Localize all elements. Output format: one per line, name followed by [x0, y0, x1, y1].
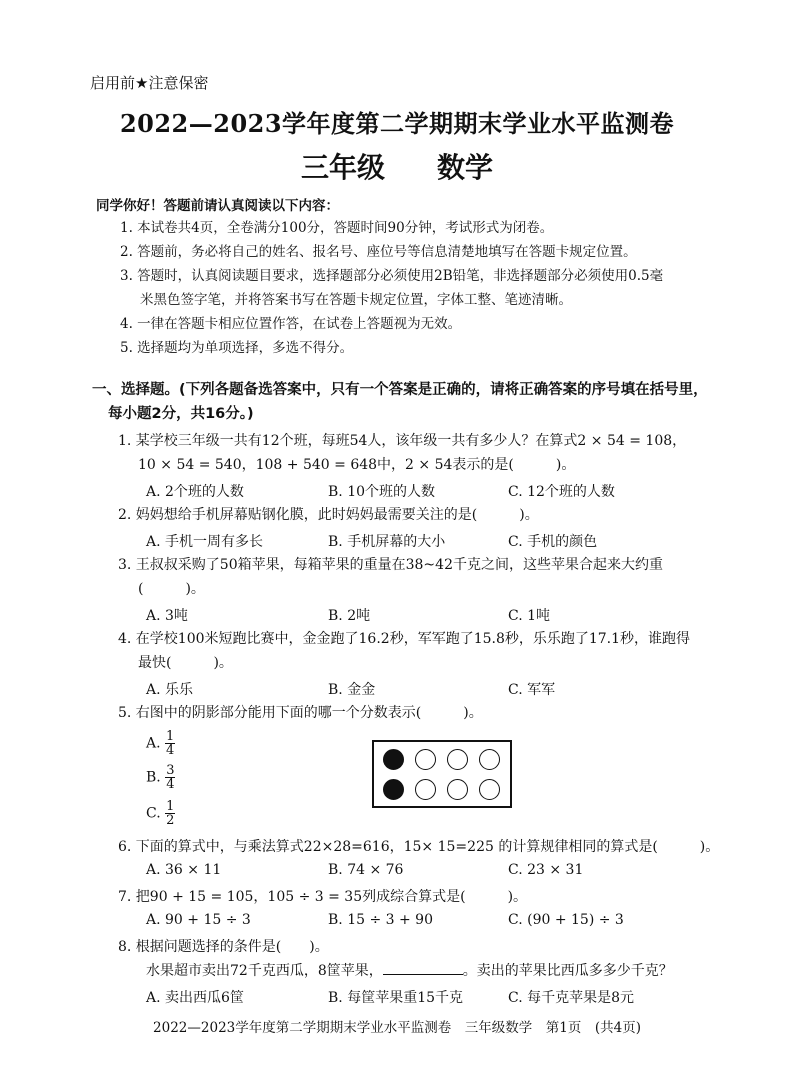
grade-subject: [0, 146, 794, 186]
shaded-circle: [383, 779, 404, 800]
section-heading-line2: 每小题2分，共16分。): [108, 406, 254, 422]
q3-line1: 3. 王叔叔采购了50箱苹果，每箱苹果的重量在38~42千克之间，这些苹果合起来大约重: [118, 557, 663, 573]
confidential-notice: 启用前★注意保密: [90, 74, 209, 92]
q7-option-a: A. 90 + 15 ÷ 3: [146, 912, 251, 928]
section-heading: [92, 378, 712, 426]
q8-line2-part1: 水果超市卖出72千克西瓜，8筐苹果，: [146, 963, 383, 979]
exam-title: 2022—2023学年度第二学期期末学业水平监测卷: [119, 109, 675, 138]
answer-blank: [383, 960, 463, 975]
fraction-denominator: 2: [166, 813, 175, 828]
fraction-one-quarter: [165, 730, 175, 757]
q8-option-a: A. 卖出西瓜6筐: [146, 990, 244, 1006]
q8-option-c: C. 每千克苹果是8元: [508, 990, 635, 1006]
q4-option-b: B. 金金: [328, 682, 376, 698]
q1-option-a: A. 2个班的人数: [146, 484, 244, 500]
q8-option-b: B. 每筐苹果重15千克: [328, 990, 464, 1006]
q4-option-a: A. 乐乐: [146, 682, 194, 698]
fraction-denominator: 4: [166, 743, 175, 758]
q5-line1: 5. 右图中的阴影部分能用下面的哪一个分数表示( )。: [118, 705, 483, 721]
fraction-numerator: 1: [166, 729, 175, 744]
q4-line2: 最快( )。: [138, 655, 233, 671]
page-footer: 2022—2023学年度第二学期期末学业水平监测卷 三年级数学 第1页 (共4页): [153, 1020, 641, 1036]
q3-option-c: C. 1吨: [508, 608, 551, 624]
q7-line1: 7. 把90 + 15 = 105，105 ÷ 3 = 35列成综合算式是( )。: [118, 889, 528, 905]
empty-circle: [415, 779, 436, 800]
q1-line1: 1. 某学校三年级一共有12个班，每班54人，该年级一共有多少人？在算式2 × 54 = 108，: [118, 433, 687, 449]
empty-circle: [415, 749, 436, 770]
q2-option-b: B. 手机屏幕的大小: [328, 534, 446, 550]
notice-item-1: 1. 本试卷共4页，全卷满分100分，答题时间90分钟，考试形式为闭卷。: [120, 220, 554, 236]
q6-option-c: C. 23 × 31: [508, 862, 584, 878]
subject-label: 数学: [437, 151, 494, 184]
q6-line1: 6. 下面的算式中，与乘法算式22×28=616，15× 15=225 的计算规律相同的算式是( )。: [118, 839, 720, 855]
fraction-denominator: 4: [166, 777, 175, 792]
fraction-one-half: [165, 800, 175, 827]
empty-circle: [447, 779, 468, 800]
q2-line1: 2. 妈妈想给手机屏幕贴钢化膜，此时妈妈最需要关注的是( )。: [118, 507, 539, 523]
q5-option-a: [146, 730, 175, 757]
q7-option-b: B. 15 ÷ 3 + 90: [328, 912, 433, 928]
q3-option-b: B. 2吨: [328, 608, 371, 624]
q2-option-c: C. 手机的颜色: [508, 534, 598, 550]
fraction-numerator: 3: [166, 763, 175, 778]
q4-line1: 4. 在学校100米短跑比赛中，金金跑了16.2秒，军军跑了15.8秒，乐乐跑了17.1秒，谁跑得: [118, 631, 691, 647]
notice-heading: 同学你好！答题前请认真阅读以下内容：: [96, 198, 339, 214]
q1-option-c: C. 12个班的人数: [508, 484, 615, 500]
q5-option-b: [146, 764, 175, 791]
q3-option-a: A. 3吨: [146, 608, 188, 624]
circle-grid-figure: [372, 740, 512, 808]
q1-line2: 10 × 54 = 540，108 + 540 = 648中，2 × 54表示的是( )。: [138, 457, 576, 473]
q7-option-c: C. (90 + 15) ÷ 3: [508, 912, 624, 928]
notice-item-5: 5. 选择题均为单项选择，多选不得分。: [120, 340, 354, 356]
empty-circle: [479, 749, 500, 770]
q1-option-b: B. 10个班的人数: [328, 484, 436, 500]
q8-line2: [146, 960, 673, 982]
grade-label: 三年级: [300, 151, 385, 184]
q2-option-a: A. 手机一周有多长: [146, 534, 264, 550]
empty-circle: [447, 749, 468, 770]
notice-item-4: 4. 一律在答题卡相应位置作答，在试卷上答题视为无效。: [120, 316, 462, 332]
empty-circle: [479, 779, 500, 800]
shaded-circle: [383, 749, 404, 770]
q5-option-b-prefix: B.: [146, 769, 161, 786]
notice-item-3: 3. 答题时，认真阅读题目要求，选择题部分必须使用2B铅笔，非选择题部分必须使用0.5毫: [120, 268, 664, 284]
fraction-three-quarters: [165, 764, 175, 791]
q4-option-c: C. 军军: [508, 682, 556, 698]
q5-option-a-prefix: A.: [146, 735, 161, 752]
q5-option-c: [146, 800, 175, 827]
q5-option-c-prefix: C.: [146, 805, 161, 822]
notice-item-2: 2. 答题前，务必将自己的姓名、报名号、座位号等信息清楚地填写在答题卡规定位置。: [120, 244, 637, 260]
q8-line1: 8. 根据问题选择的条件是( )。: [118, 939, 329, 955]
notice-item-3-cont: 米黑色签字笔，并将答案书写在答题卡规定位置，字体工整、笔迹清晰。: [140, 292, 572, 308]
q6-option-a: A. 36 × 11: [146, 862, 222, 878]
section-heading-line1: 一、选择题。(下列各题备选答案中，只有一个答案是正确的，请将正确答案的序号填在括号里，: [92, 382, 708, 398]
q3-line2: ( )。: [138, 581, 205, 597]
q8-line2-part2: 。卖出的苹果比西瓜多多少千克？: [462, 963, 673, 979]
fraction-numerator: 1: [166, 799, 175, 814]
q6-option-b: B. 74 × 76: [328, 862, 404, 878]
